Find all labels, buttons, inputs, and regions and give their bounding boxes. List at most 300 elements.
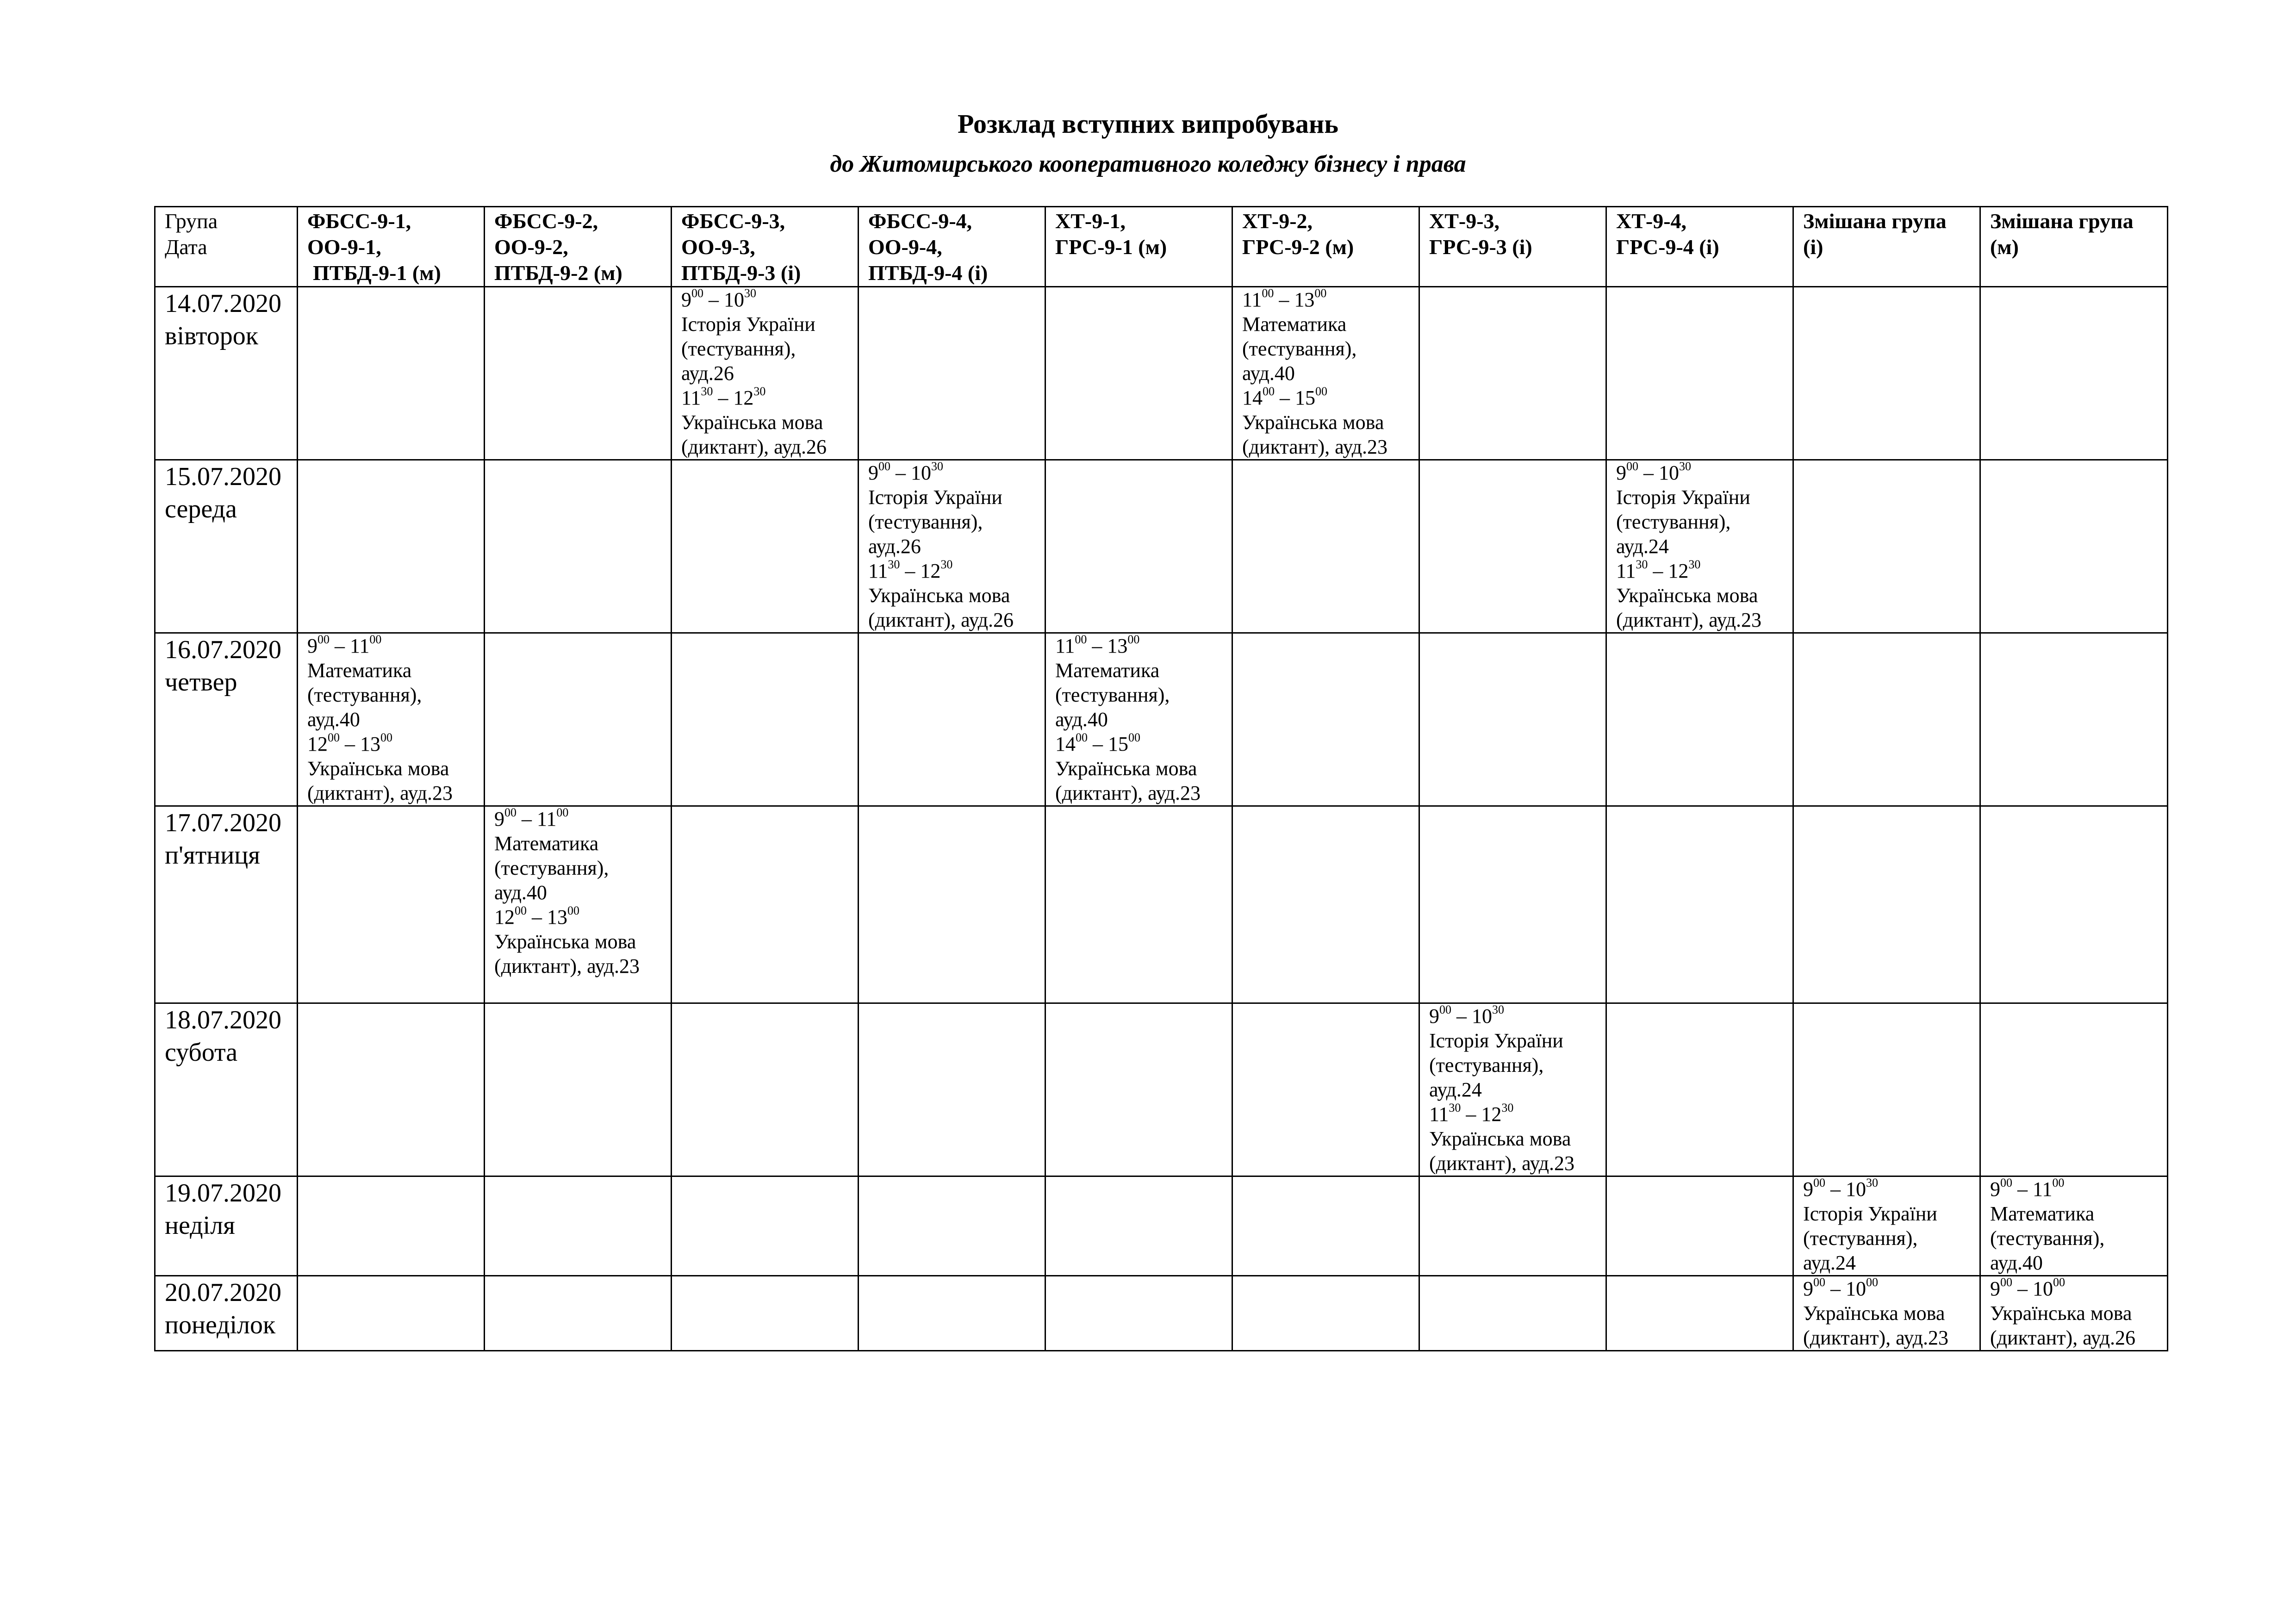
exam-detail: ауд.40 xyxy=(494,881,547,904)
time-end-hour: 11 xyxy=(2033,1178,2053,1201)
exam-detail: ауд.24 xyxy=(1616,535,1669,558)
time-end-hour: 12 xyxy=(1481,1103,1502,1126)
time-start-hour: 9 xyxy=(868,461,878,484)
time-start-hour: 12 xyxy=(494,906,515,928)
group-header-line: Змішана група xyxy=(1990,209,2134,233)
date-value: 14.07.2020 xyxy=(165,289,281,318)
exam-detail: (диктант), ауд.23 xyxy=(1429,1152,1575,1175)
time-start-minutes: 00 xyxy=(1439,1003,1451,1017)
schedule-cell xyxy=(485,1176,672,1276)
schedule-cell xyxy=(1419,460,1606,633)
schedule-cell xyxy=(298,806,485,1003)
weekday-value: вівторок xyxy=(165,322,258,350)
time-end-hour: 10 xyxy=(2033,1277,2053,1300)
time-separator: – xyxy=(703,288,724,311)
time-start-minutes: 00 xyxy=(1262,286,1274,300)
exam-time xyxy=(1055,634,1222,658)
schedule-cell xyxy=(298,633,485,806)
schedule-table xyxy=(154,206,2168,1351)
schedule-cell xyxy=(1606,460,1793,633)
time-start-minutes: 30 xyxy=(1449,1101,1461,1115)
time-end-minutes: 00 xyxy=(1127,633,1140,647)
time-end-minutes: 00 xyxy=(567,904,579,918)
weekday-value: п'ятниця xyxy=(165,841,260,870)
schedule-cell xyxy=(859,1276,1045,1351)
time-start-minutes: 00 xyxy=(878,460,890,473)
exam-time xyxy=(681,386,848,410)
schedule-cell xyxy=(1419,633,1606,806)
schedule-cell xyxy=(1980,633,2168,806)
time-end-minutes: 30 xyxy=(931,460,943,473)
time-separator: – xyxy=(1825,1277,1846,1300)
exam-time xyxy=(868,559,1035,583)
schedule-cell xyxy=(672,287,859,460)
group-header-line: ФБСС-9-4, xyxy=(868,209,972,233)
time-end-hour: 13 xyxy=(547,906,567,928)
table-row xyxy=(155,1276,2168,1351)
schedule-cell xyxy=(298,1276,485,1351)
group-header-line: ХТ-9-3, xyxy=(1429,209,1500,233)
table-row xyxy=(155,287,2168,460)
exam-detail: ауд.24 xyxy=(1429,1078,1482,1101)
schedule-cell xyxy=(1606,287,1793,460)
exam-detail: Українська мова xyxy=(1803,1302,1945,1325)
exam-detail: ауд.24 xyxy=(1803,1251,1856,1274)
weekday-value: неділя xyxy=(165,1211,235,1240)
group-header-line: ХТ-9-1, xyxy=(1055,209,1126,233)
schedule-cell xyxy=(672,1276,859,1351)
schedule-cell xyxy=(1232,1276,1419,1351)
time-start-hour: 14 xyxy=(1055,733,1076,755)
time-start-hour: 11 xyxy=(1429,1103,1449,1126)
group-header xyxy=(1793,207,1980,287)
schedule-cell xyxy=(1419,1003,1606,1176)
schedule-cell xyxy=(1045,633,1232,806)
schedule-cell xyxy=(1980,806,2168,1003)
group-header-line: ПТБД-9-2 (м) xyxy=(494,261,622,285)
schedule-cell xyxy=(298,1176,485,1276)
exam-detail: (тестування), xyxy=(1242,337,1357,360)
time-end-hour: 15 xyxy=(1108,733,1128,755)
time-separator: – xyxy=(1638,461,1659,484)
exam-detail: Українська мова xyxy=(1429,1127,1571,1150)
group-header-line: ПТБД-9-4 (і) xyxy=(868,261,988,285)
group-header-line: ОО-9-2, xyxy=(494,235,568,259)
schedule-cell xyxy=(672,1176,859,1276)
group-header xyxy=(298,207,485,287)
time-start-hour: 11 xyxy=(1055,635,1075,657)
exam-detail: ауд.26 xyxy=(868,535,921,558)
page-subtitle: до Житомирського кооперативного коледжу бізнесу і права xyxy=(830,151,1466,177)
group-header xyxy=(1232,207,1419,287)
schedule-cell xyxy=(859,1003,1045,1176)
corner-group-label: Група xyxy=(165,209,218,233)
schedule-cell xyxy=(1232,287,1419,460)
time-end-hour: 11 xyxy=(350,635,370,657)
group-header-line: ХТ-9-2, xyxy=(1242,209,1313,233)
schedule-body xyxy=(155,287,2168,1351)
time-end-minutes: 30 xyxy=(940,558,953,572)
time-start-minutes: 00 xyxy=(691,286,703,300)
exam-detail: (диктант), ауд.26 xyxy=(868,609,1014,631)
time-start-hour: 11 xyxy=(1616,560,1636,582)
time-end-hour: 10 xyxy=(1472,1005,1492,1027)
group-header xyxy=(1606,207,1793,287)
exam-detail: Математика xyxy=(307,659,412,682)
exam-detail: (тестування), xyxy=(494,857,609,879)
time-separator: – xyxy=(1275,386,1295,409)
time-separator: – xyxy=(340,733,360,755)
group-header xyxy=(859,207,1045,287)
time-start-minutes: 00 xyxy=(1075,633,1087,647)
exam-time xyxy=(868,460,1035,485)
schedule-cell xyxy=(485,633,672,806)
exam-detail: (диктант), ауд.23 xyxy=(1242,436,1388,458)
group-header-line: ПТБД-9-3 (і) xyxy=(681,261,801,285)
date-value: 15.07.2020 xyxy=(165,462,281,491)
exam-detail: Математика xyxy=(494,832,599,855)
time-start-hour: 9 xyxy=(1616,461,1626,484)
time-start-minutes: 00 xyxy=(328,731,340,745)
exam-detail: (тестування), xyxy=(1616,510,1731,533)
exam-detail: (диктант), ауд.23 xyxy=(494,955,640,977)
schedule-cell xyxy=(485,1003,672,1176)
time-start-hour: 9 xyxy=(1803,1178,1813,1201)
time-start-hour: 9 xyxy=(1429,1005,1439,1027)
date-cell xyxy=(155,806,298,1003)
group-header-line: ГРС-9-4 (і) xyxy=(1616,235,1719,259)
exam-detail: Українська мова xyxy=(1616,584,1758,607)
group-header-line: ХТ-9-4, xyxy=(1616,209,1687,233)
exam-detail: Українська мова xyxy=(1242,411,1384,434)
corner-date-label: Дата xyxy=(165,235,207,259)
time-end-minutes: 00 xyxy=(556,806,569,820)
date-value: 17.07.2020 xyxy=(165,809,281,837)
exam-time xyxy=(1242,287,1409,312)
time-end-hour: 12 xyxy=(920,560,941,582)
schedule-cell xyxy=(1980,287,2168,460)
time-separator: – xyxy=(713,386,734,409)
exam-detail: (тестування), xyxy=(1803,1227,1918,1250)
date-value: 16.07.2020 xyxy=(165,635,281,664)
time-end-hour: 10 xyxy=(1846,1277,1866,1300)
group-header xyxy=(1419,207,1606,287)
exam-time xyxy=(1429,1102,1596,1126)
schedule-cell xyxy=(1045,806,1232,1003)
exam-detail: ауд.40 xyxy=(307,708,360,731)
schedule-cell xyxy=(1045,1176,1232,1276)
schedule-cell xyxy=(1045,460,1232,633)
schedule-cell xyxy=(1232,806,1419,1003)
exam-detail: Українська мова xyxy=(307,757,449,780)
schedule-cell xyxy=(1232,460,1419,633)
schedule-cell xyxy=(672,806,859,1003)
schedule-cell xyxy=(1980,460,2168,633)
schedule-cell xyxy=(1045,1003,1232,1176)
schedule-cell xyxy=(859,1176,1045,1276)
time-end-minutes: 00 xyxy=(1128,731,1140,745)
schedule-cell xyxy=(1793,806,1980,1003)
exam-time xyxy=(1616,559,1783,583)
exam-detail: (тестування), xyxy=(868,510,983,533)
time-start-minutes: 00 xyxy=(1263,385,1275,398)
time-end-minutes: 00 xyxy=(1315,385,1327,398)
time-start-minutes: 00 xyxy=(1626,460,1638,473)
schedule-cell xyxy=(1232,1003,1419,1176)
group-header-line: (м) xyxy=(1990,235,2019,259)
schedule-cell xyxy=(1045,1276,1232,1351)
exam-detail: Історія України xyxy=(1803,1202,1937,1225)
time-separator: – xyxy=(1274,288,1294,311)
exam-time xyxy=(307,634,474,658)
time-end-hour: 10 xyxy=(1659,461,1679,484)
schedule-cell xyxy=(1419,1276,1606,1351)
schedule-cell xyxy=(1606,1276,1793,1351)
exam-time xyxy=(494,807,661,831)
time-end-minutes: 00 xyxy=(1314,286,1327,300)
date-cell xyxy=(155,633,298,806)
schedule-cell xyxy=(672,633,859,806)
schedule-cell xyxy=(672,1003,859,1176)
table-row xyxy=(155,1176,2168,1276)
group-header-line: ГРС-9-3 (і) xyxy=(1429,235,1532,259)
time-end-hour: 13 xyxy=(1294,288,1315,311)
exam-detail: ауд.40 xyxy=(1242,362,1295,385)
group-header-line: (і) xyxy=(1803,235,1823,259)
date-value: 20.07.2020 xyxy=(165,1278,281,1307)
date-value: 18.07.2020 xyxy=(165,1006,281,1034)
exam-time xyxy=(1429,1004,1596,1028)
time-end-minutes: 00 xyxy=(2052,1176,2065,1190)
schedule-cell xyxy=(1606,1003,1793,1176)
table-row xyxy=(155,1003,2168,1176)
exam-detail: Історія України xyxy=(1429,1029,1563,1052)
exam-time xyxy=(1055,732,1222,756)
time-end-minutes: 00 xyxy=(1866,1276,1878,1289)
schedule-cell xyxy=(1606,806,1793,1003)
date-cell xyxy=(155,287,298,460)
schedule-cell xyxy=(859,806,1045,1003)
weekday-value: понеділок xyxy=(165,1311,276,1339)
time-end-minutes: 30 xyxy=(1866,1176,1878,1190)
schedule-cell xyxy=(485,1276,672,1351)
time-separator: – xyxy=(1648,560,1668,582)
time-start-minutes: 30 xyxy=(701,385,713,398)
corner-header xyxy=(155,207,298,287)
time-separator: – xyxy=(900,560,921,582)
time-end-minutes: 30 xyxy=(753,385,766,398)
date-cell xyxy=(155,1276,298,1351)
weekday-value: четвер xyxy=(165,668,237,697)
schedule-cell xyxy=(485,287,672,460)
schedule-cell xyxy=(1045,287,1232,460)
date-value: 19.07.2020 xyxy=(165,1179,281,1207)
date-cell xyxy=(155,1003,298,1176)
time-start-minutes: 00 xyxy=(515,904,527,918)
schedule-cell xyxy=(1232,633,1419,806)
schedule-cell xyxy=(298,1003,485,1176)
time-end-hour: 10 xyxy=(724,288,744,311)
time-start-hour: 12 xyxy=(307,733,328,755)
time-end-hour: 15 xyxy=(1295,386,1315,409)
group-header xyxy=(672,207,859,287)
group-header-line: ГРС-9-2 (м) xyxy=(1242,235,1354,259)
time-start-hour: 9 xyxy=(1990,1178,2000,1201)
schedule-cell xyxy=(1980,1176,2168,1276)
time-start-minutes: 00 xyxy=(1813,1276,1825,1289)
exam-time xyxy=(1242,386,1409,410)
time-start-hour: 11 xyxy=(1242,288,1262,311)
table-row xyxy=(155,460,2168,633)
exam-detail: ауд.40 xyxy=(1055,708,1108,731)
exam-detail: ауд.26 xyxy=(681,362,734,385)
time-start-minutes: 00 xyxy=(1813,1176,1825,1190)
time-end-hour: 10 xyxy=(1846,1178,1866,1201)
weekday-value: субота xyxy=(165,1038,238,1067)
time-end-minutes: 30 xyxy=(1688,558,1701,572)
group-header-line: ОО-9-1, xyxy=(307,235,381,259)
exam-detail: Українська мова xyxy=(494,930,636,953)
time-start-hour: 9 xyxy=(681,288,691,311)
time-end-minutes: 00 xyxy=(380,731,392,745)
time-separator: – xyxy=(1088,733,1108,755)
time-end-minutes: 00 xyxy=(2053,1276,2065,1289)
time-separator: – xyxy=(330,635,350,657)
exam-time xyxy=(494,905,661,929)
time-end-hour: 13 xyxy=(360,733,380,755)
group-header-line: ПТБД-9-1 (м) xyxy=(313,261,441,285)
time-separator: – xyxy=(2012,1277,2033,1300)
group-header-line: ОО-9-3, xyxy=(681,235,755,259)
time-start-hour: 11 xyxy=(681,386,701,409)
schedule-cell xyxy=(1419,1176,1606,1276)
exam-time xyxy=(307,732,474,756)
exam-detail: Українська мова xyxy=(868,584,1010,607)
group-header-line: ОО-9-4, xyxy=(868,235,942,259)
time-start-minutes: 00 xyxy=(1076,731,1088,745)
exam-detail: (диктант), ауд.23 xyxy=(1803,1326,1949,1349)
time-separator: – xyxy=(516,808,537,830)
group-header-line: ФБСС-9-3, xyxy=(681,209,785,233)
time-end-minutes: 30 xyxy=(1679,460,1691,473)
exam-detail: Математика xyxy=(1242,313,1347,336)
schedule-cell xyxy=(1980,1003,2168,1176)
time-start-hour: 9 xyxy=(494,808,504,830)
time-end-minutes: 30 xyxy=(744,286,756,300)
time-start-minutes: 00 xyxy=(504,806,516,820)
time-separator: – xyxy=(527,906,547,928)
table-row xyxy=(155,633,2168,806)
group-header-line: ФБСС-9-2, xyxy=(494,209,598,233)
time-start-minutes: 30 xyxy=(888,558,900,572)
exam-time xyxy=(1990,1276,2158,1301)
exam-detail: Історія України xyxy=(868,486,1002,509)
time-separator: – xyxy=(2012,1178,2033,1201)
date-cell xyxy=(155,460,298,633)
schedule-cell xyxy=(1793,1176,1980,1276)
schedule-cell xyxy=(859,287,1045,460)
schedule-cell xyxy=(485,460,672,633)
exam-detail: (тестування), xyxy=(1990,1227,2105,1250)
exam-detail: (тестування), xyxy=(307,684,422,706)
schedule-cell xyxy=(1606,1176,1793,1276)
time-end-hour: 11 xyxy=(537,808,557,830)
time-start-hour: 14 xyxy=(1242,386,1263,409)
group-header xyxy=(485,207,672,287)
page-title: Розклад вступних випробувань xyxy=(958,109,1338,139)
exam-detail: (диктант), ауд.23 xyxy=(307,782,453,804)
exam-detail: Математика xyxy=(1990,1202,2095,1225)
group-header xyxy=(1045,207,1232,287)
schedule-cell xyxy=(1980,1276,2168,1351)
group-header-line: Змішана група xyxy=(1803,209,1947,233)
time-start-minutes: 00 xyxy=(2000,1176,2012,1190)
time-end-minutes: 30 xyxy=(1492,1003,1504,1017)
time-start-minutes: 00 xyxy=(2000,1276,2012,1289)
time-separator: – xyxy=(1825,1178,1846,1201)
exam-detail: Історія України xyxy=(1616,486,1750,509)
schedule-cell xyxy=(298,287,485,460)
schedule-cell xyxy=(859,460,1045,633)
time-separator: – xyxy=(1451,1005,1472,1027)
exam-detail: (диктант), ауд.26 xyxy=(1990,1326,2136,1349)
schedule-cell xyxy=(1419,287,1606,460)
schedule-cell xyxy=(1793,460,1980,633)
group-header xyxy=(1980,207,2168,287)
group-header-line: ГРС-9-1 (м) xyxy=(1055,235,1167,259)
schedule-cell xyxy=(1606,633,1793,806)
exam-detail: (диктант), ауд.23 xyxy=(1055,782,1201,804)
exam-detail: Історія України xyxy=(681,313,815,336)
exam-detail: (тестування), xyxy=(1429,1054,1544,1076)
schedule-cell xyxy=(1419,806,1606,1003)
time-end-minutes: 30 xyxy=(1501,1101,1514,1115)
time-end-hour: 12 xyxy=(733,386,754,409)
schedule-cell xyxy=(1793,1276,1980,1351)
exam-detail: (тестування), xyxy=(681,337,796,360)
exam-detail: (диктант), ауд.26 xyxy=(681,436,827,458)
header-row xyxy=(155,207,2168,287)
time-start-hour: 9 xyxy=(307,635,317,657)
exam-detail: Математика xyxy=(1055,659,1160,682)
exam-time xyxy=(1803,1276,1970,1301)
time-start-hour: 9 xyxy=(1803,1277,1813,1300)
time-start-minutes: 00 xyxy=(317,633,330,647)
exam-detail: Українська мова xyxy=(1990,1302,2132,1325)
time-start-hour: 11 xyxy=(868,560,888,582)
date-cell xyxy=(155,1176,298,1276)
time-separator: – xyxy=(890,461,911,484)
table-row xyxy=(155,806,2168,1003)
schedule-cell xyxy=(672,460,859,633)
time-start-minutes: 30 xyxy=(1636,558,1648,572)
schedule-cell xyxy=(485,806,672,1003)
schedule-cell xyxy=(1232,1176,1419,1276)
exam-time xyxy=(1616,460,1783,485)
exam-time xyxy=(681,287,848,312)
exam-time xyxy=(1990,1177,2158,1201)
exam-detail: (диктант), ауд.23 xyxy=(1616,609,1762,631)
group-header-line: ФБСС-9-1, xyxy=(307,209,411,233)
time-start-hour: 9 xyxy=(1990,1277,2000,1300)
time-end-minutes: 00 xyxy=(369,633,382,647)
schedule-cell xyxy=(1793,1003,1980,1176)
schedule-cell xyxy=(1793,633,1980,806)
schedule-cell xyxy=(859,633,1045,806)
time-end-hour: 13 xyxy=(1107,635,1128,657)
exam-detail: Українська мова xyxy=(681,411,823,434)
exam-detail: (тестування), xyxy=(1055,684,1170,706)
